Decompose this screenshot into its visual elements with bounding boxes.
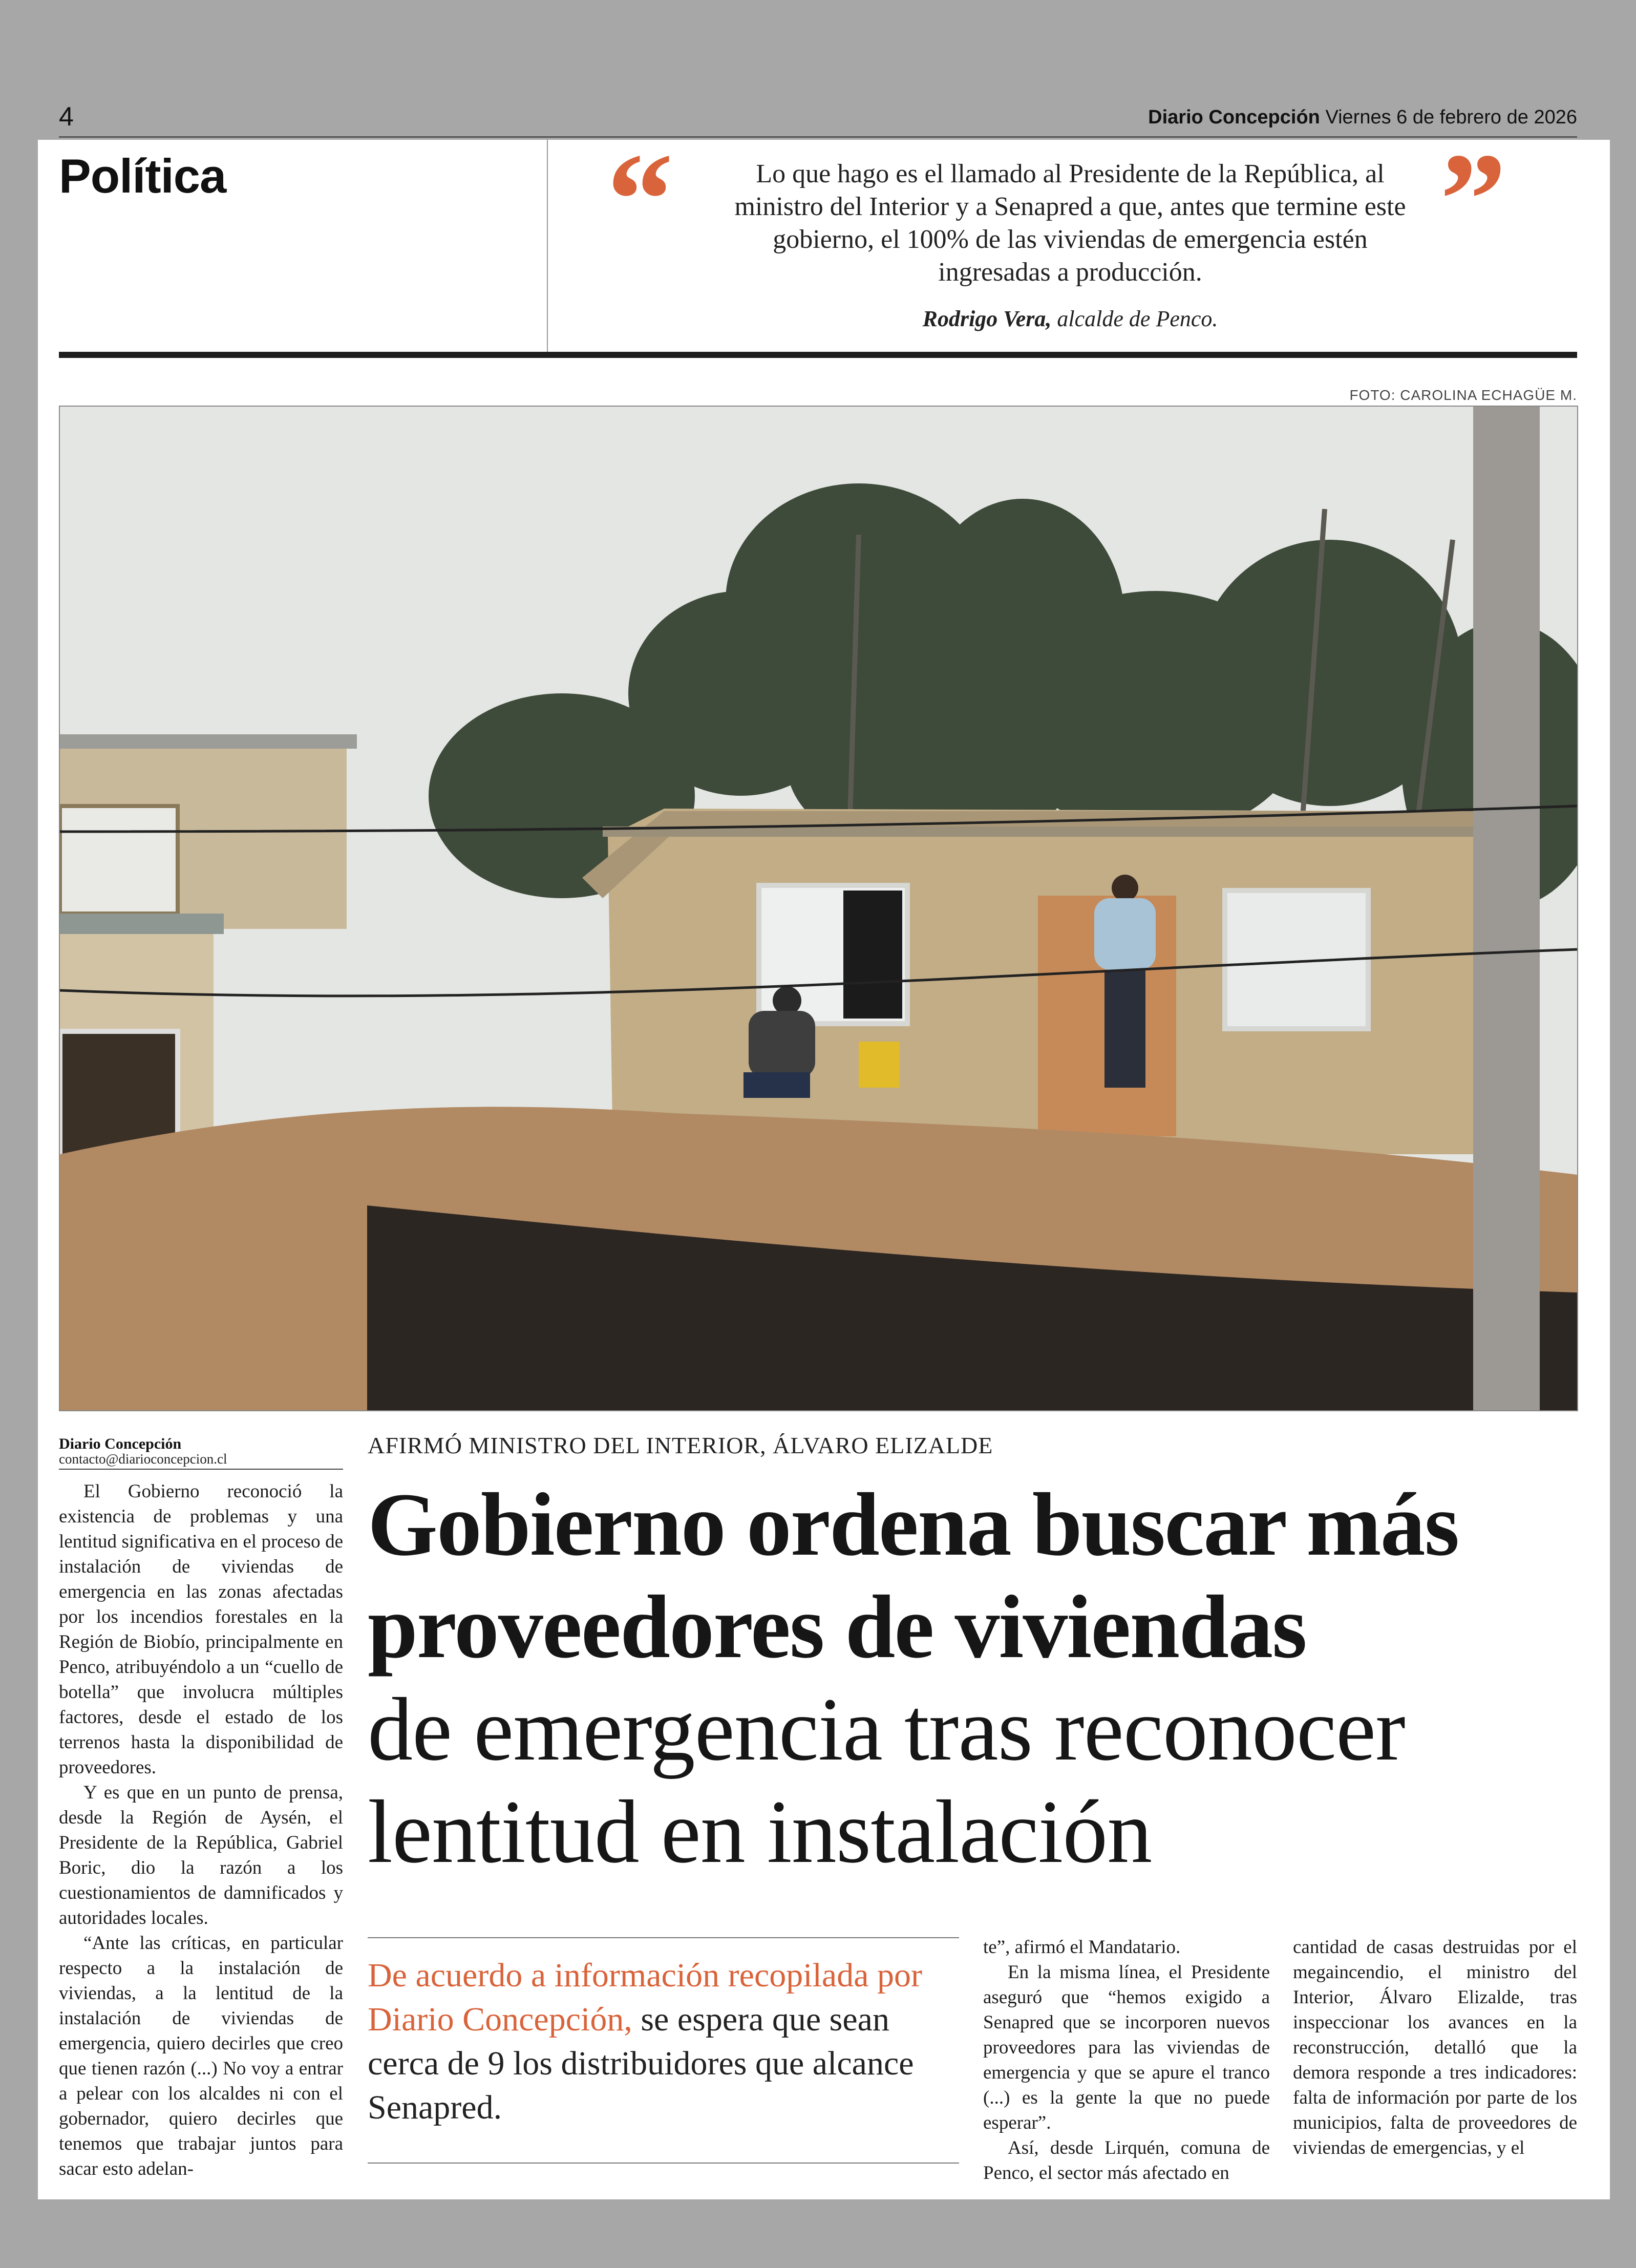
header-vertical-divider (547, 140, 548, 352)
headline-line: de emergencia tras reconocer (368, 1680, 1405, 1779)
pull-quote-text: Lo que hago es el llamado al Presidente de la República, al ministro del Interior y a Senapred a que, antes que termine este gobierno, el 100% de las viviendas de emergencia estén ingresadas a producción. (734, 159, 1406, 287)
byline-email: contacto@diarioconcepcion.cl (59, 1451, 227, 1467)
article-kicker: AFIRMÓ MINISTRO DEL INTERIOR, ÁLVARO ELIZALDE (368, 1432, 993, 1458)
pull-quote-attribution (732, 306, 1408, 332)
article-headline (368, 1474, 1586, 1883)
body-column-4 (1293, 1935, 1577, 2160)
body-paragraph: te”, afirmó el Mandatario. (983, 1937, 1181, 1958)
masthead (1148, 107, 1577, 129)
lead-photo (59, 406, 1578, 1411)
summary-highlight: De acuerdo a información recopilada por Diario Concepción, (368, 1957, 922, 2038)
body-paragraph: cantidad de casas destruidas por el megaincendio, el ministro del Interior, Álvaro Elizalde, tras inspeccionar los avances en la reconstrucción, detalló que la demora responde a tres indicadores: falta de información por parte de los municipios, falta de proveedores de viviendas de emergencias, y el (1293, 1937, 1577, 2158)
body-paragraph: Y es que en un punto de prensa, desde la Región de Aysén, el Presidente de la República, Gabriel Boric, dio la razón a los cuestionamientos de damnificados y autoridades locales. (59, 1782, 343, 1928)
body-paragraph: “Ante las críticas, en particular respecto a la instalación de viviendas, a la lentitud de la instalación de viviendas de emergencia, quiero decirles que creo que tienen razón (...) No voy a entrar a pelear con los alcaldes ni con el gobernador, quiero decirles que tenemos que trabajar juntos para sacar esto adelan- (59, 1933, 343, 2179)
headline-line: proveedores de viviendas (368, 1577, 1306, 1677)
body-column-1 (59, 1479, 343, 2181)
byline-rule (59, 1469, 343, 1470)
headline-line: lentitud en instalación (368, 1782, 1152, 1882)
summary-bottom-rule (368, 2163, 959, 2164)
header-thick-rule (59, 352, 1577, 358)
summary-text: se espera que sean cerca de 9 los distribuidores que alcance Senapred. (368, 2001, 914, 2126)
page-number: 4 (59, 102, 74, 132)
headline-line: Gobierno ordena buscar más (368, 1475, 1459, 1575)
body-column-3 (983, 1935, 1270, 2186)
byline-name: Diario Concepción (59, 1435, 182, 1452)
quote-author: Rodrigo Vera, (922, 306, 1052, 331)
section-title: Política (59, 149, 226, 203)
body-paragraph: En la misma línea, el Presidente aseguró que “hemos exigido a Senapred que se incorporen nuevos proveedores para las viviendas de emergencia y que se apure el tranco (...) es la gente la que no puede esperar”. (983, 1962, 1270, 2133)
photo-credit: FOTO: CAROLINA ECHAGÜE M. (1349, 387, 1577, 403)
article-summary (368, 1954, 959, 2130)
quote-role: alcalde de Penco. (1051, 306, 1218, 331)
issue-date: Viernes 6 de febrero de 2026 (1325, 107, 1577, 128)
summary-top-rule (368, 1937, 959, 1938)
top-divider (59, 136, 1577, 138)
paper-name: Diario Concepción (1148, 107, 1320, 128)
body-paragraph: El Gobierno reconoció la existencia de problemas y una lentitud significativa en el proceso de instalación de viviendas de emergencia en las zonas afectadas por los incendios forestales en la Región de Biobío, principalmente en Penco, atribuyéndolo a un “cuello de botella” que involucra múltiples factores, desde el estado de los terrenos hasta la disponibilidad de proveedores. (59, 1481, 343, 1778)
body-paragraph: Así, desde Lirquén, comuna de Penco, el sector más afectado en (983, 2137, 1270, 2184)
close-quote-icon: ” (1440, 126, 1506, 273)
open-quote-icon: “ (607, 126, 673, 273)
photo-illustration (60, 407, 1577, 1410)
